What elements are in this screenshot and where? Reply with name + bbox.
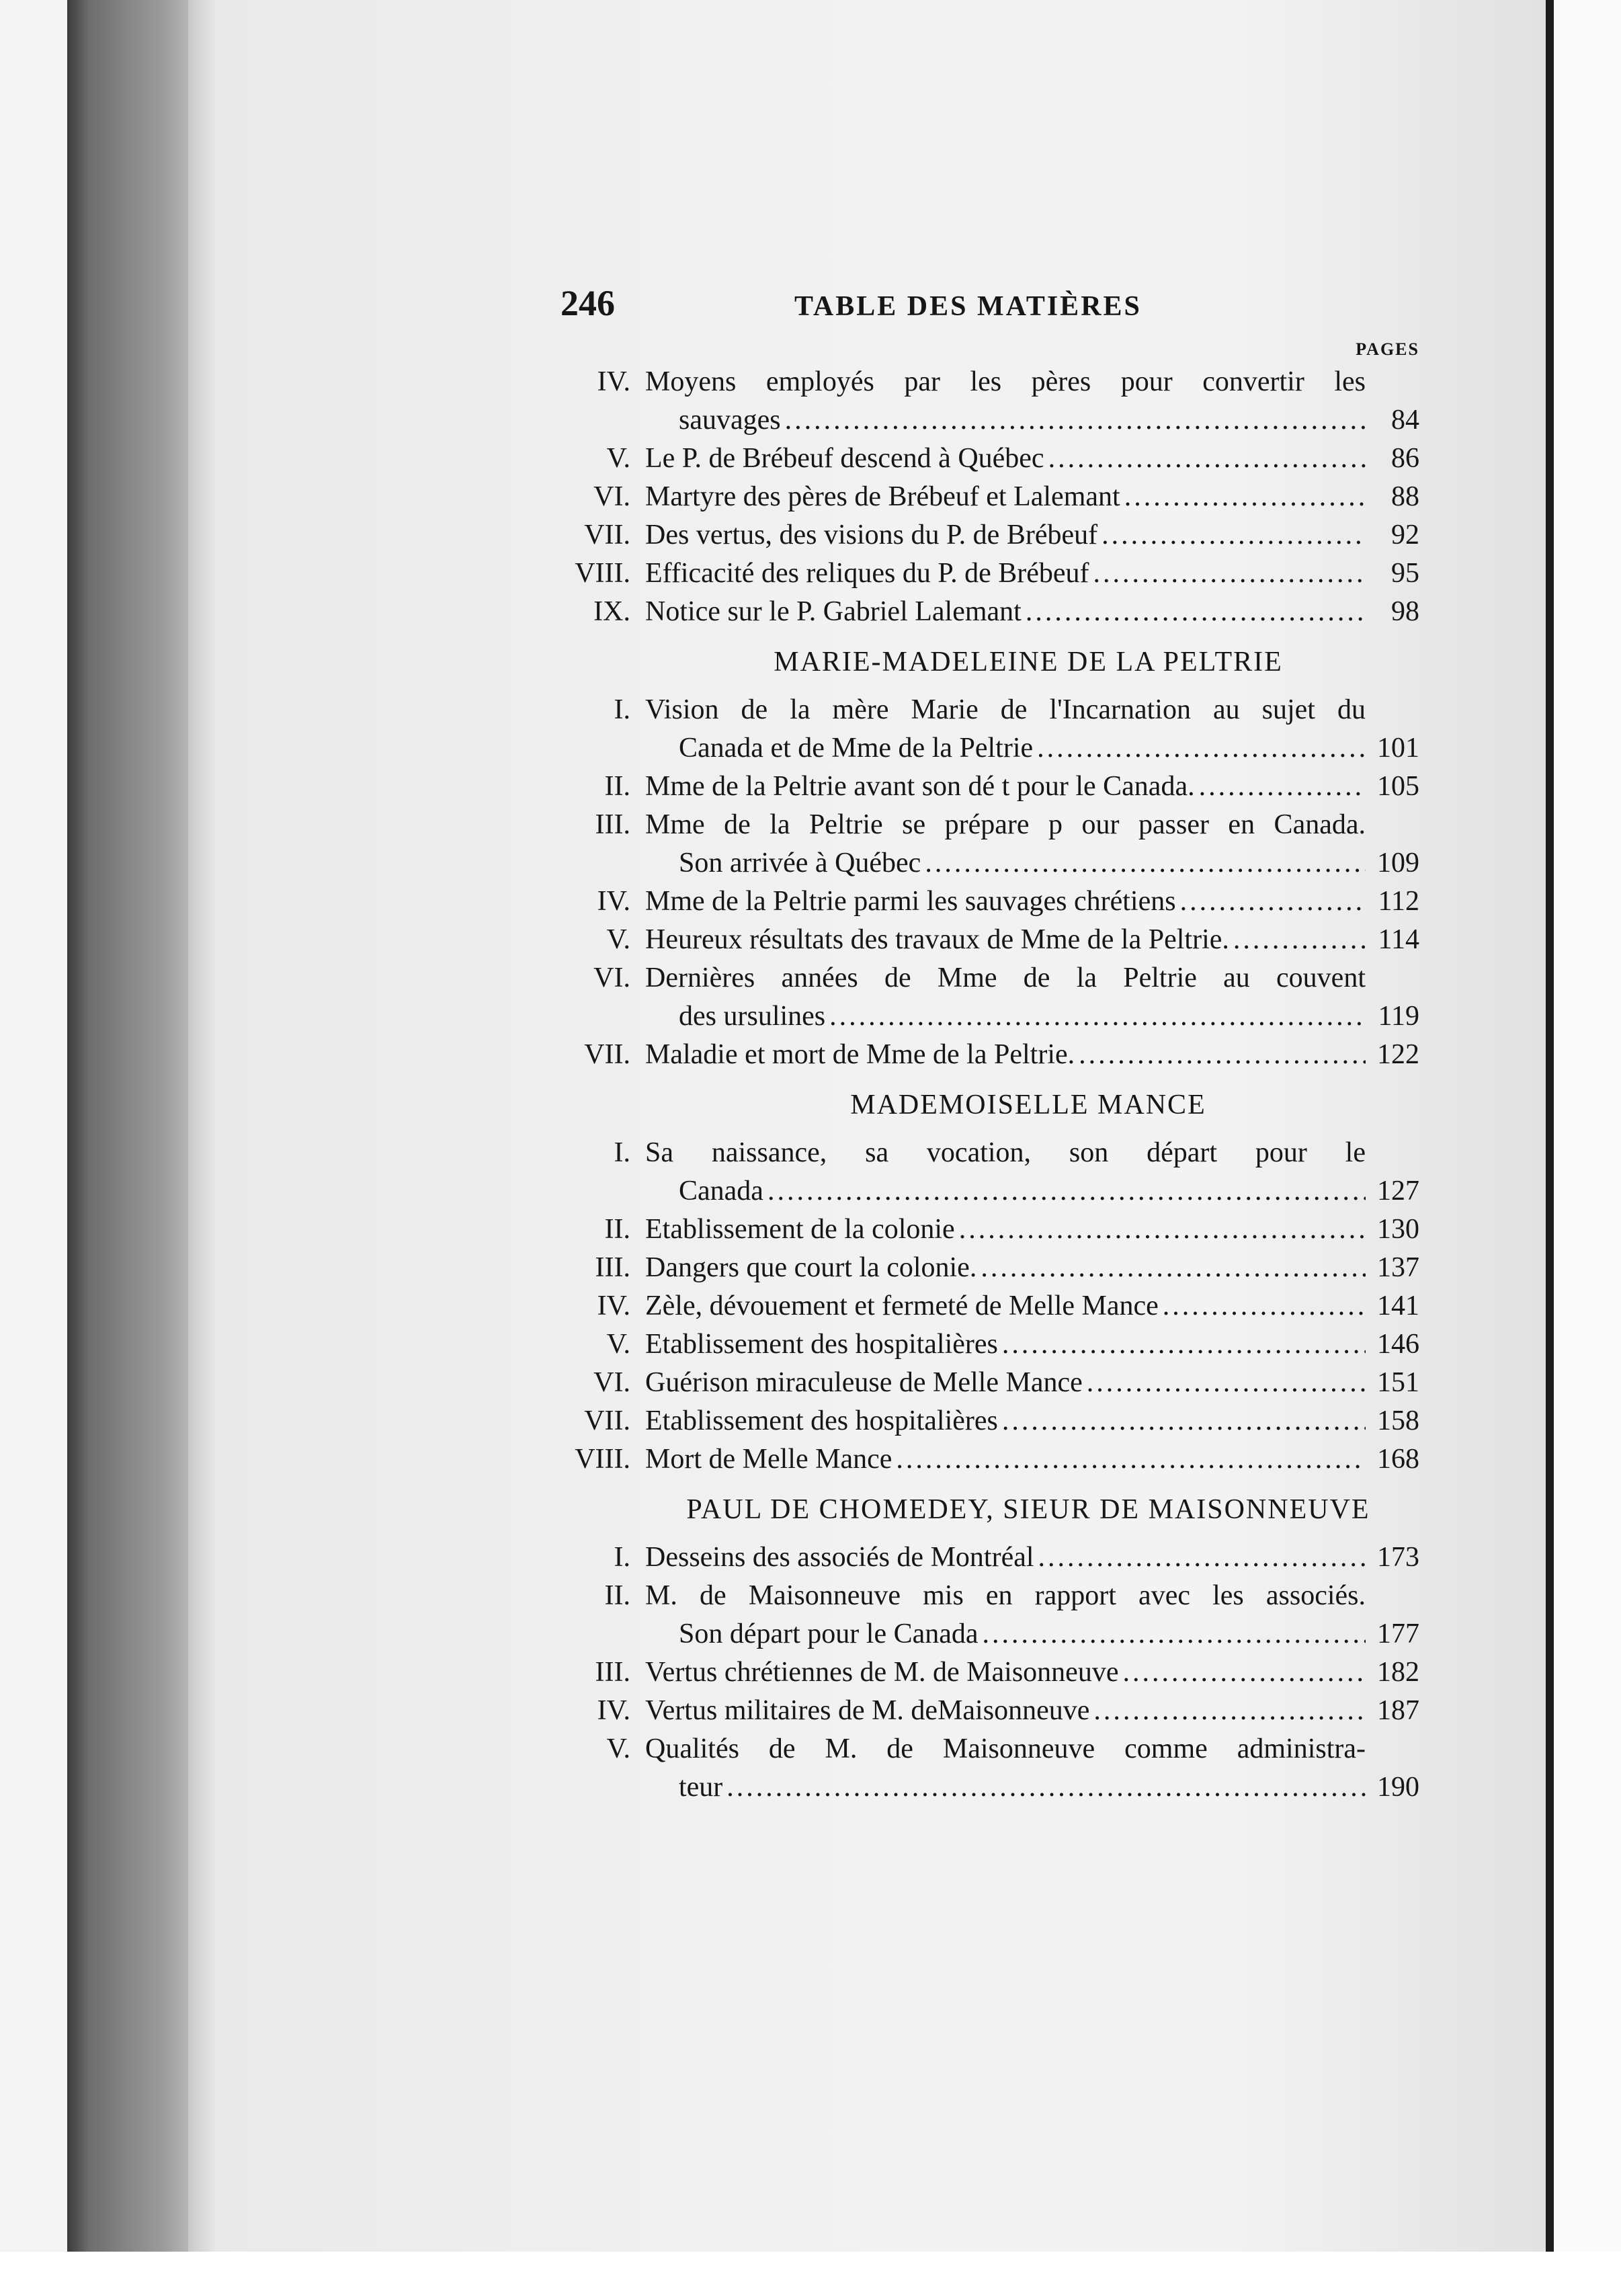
chapter-numeral: V. (606, 1329, 630, 1360)
dot-leader (1229, 921, 1366, 959)
toc-entry (551, 1577, 1425, 1653)
dot-leader (1075, 1036, 1366, 1074)
toc-entry (551, 1402, 1425, 1440)
dot-leader (1097, 516, 1366, 555)
dot-leader (1044, 440, 1366, 478)
toc-entry (551, 1692, 1425, 1730)
dot-leader (1089, 1692, 1366, 1730)
entry-last-line (645, 555, 1425, 593)
toc-entry (551, 1325, 1425, 1364)
entry-title-line: Etablissement des hospitalières (645, 1405, 998, 1436)
entry-title-line: Notice sur le P. Gabriel Lalemant (645, 596, 1022, 627)
chapter-numeral: II. (604, 1214, 630, 1245)
entry-title-line: teur (679, 1772, 723, 1803)
entry-last-line (645, 1364, 1425, 1402)
scan-margin-left (0, 0, 67, 2296)
entry-last-line (645, 1036, 1425, 1074)
dot-leader (1195, 768, 1366, 806)
dot-leader (781, 401, 1366, 440)
entry-title-line: Etablissement des hospitalières (645, 1329, 998, 1360)
toc-entry (551, 1653, 1425, 1692)
entry-last-line (645, 1325, 1425, 1364)
section-title: MARIE-MADELEINE DE LA PELTRIE (774, 647, 1283, 678)
entry-title-line: Canada (679, 1176, 763, 1206)
entry-title-line: sauvages (679, 405, 781, 436)
page-ref: 137 (1377, 1252, 1419, 1283)
entry-last-line (679, 1615, 1425, 1653)
entry-last-line (645, 1539, 1425, 1577)
toc-entry (551, 1539, 1425, 1577)
entry-title-line: Vision de la mère Marie de l'Incarnation au sujet du (645, 694, 1366, 725)
chapter-numeral: VI. (593, 481, 630, 512)
entry-title-line: Son arrivée à Québec (679, 848, 921, 878)
toc-entry (551, 1287, 1425, 1325)
page-ref: 114 (1378, 924, 1419, 955)
entry-title-line: Des vertus, des visions du P. de Brébeuf (645, 520, 1098, 550)
dot-leader (825, 997, 1366, 1036)
entry-title-line: Zèle, dévouement et fermeté de Melle Mance (645, 1290, 1159, 1321)
running-head (551, 282, 1425, 336)
entry-last-line (679, 401, 1425, 440)
scan-margin-bottom (0, 2252, 1621, 2296)
section-title: PAUL DE CHOMEDEY, SIEUR DE MAISONNEUVE (686, 1494, 1370, 1525)
dot-leader (979, 1615, 1366, 1653)
entry-title-line: Heureux résultats des travaux de Mme de la Peltrie. (645, 924, 1229, 955)
toc-entry (551, 478, 1425, 516)
entry-last-line (645, 1692, 1425, 1730)
dot-leader (722, 1768, 1366, 1807)
page-ref: 151 (1377, 1367, 1419, 1398)
entry-last-line (645, 1653, 1425, 1692)
dot-leader (1083, 1364, 1366, 1402)
page-ref: 84 (1391, 405, 1419, 436)
chapter-numeral: VIII. (575, 1444, 630, 1475)
page-ref: 158 (1377, 1405, 1419, 1436)
chapter-numeral: VII. (584, 1039, 630, 1070)
page-ref: 109 (1377, 848, 1419, 878)
page-ref: 112 (1378, 886, 1419, 917)
chapter-numeral: VII. (584, 520, 630, 550)
entry-title-line: Maladie et mort de Mme de la Peltrie. (645, 1039, 1075, 1070)
toc-entry (551, 1134, 1425, 1211)
page-ref: 127 (1377, 1176, 1419, 1206)
entry-title-line: Mort de Melle Mance (645, 1444, 892, 1475)
entry-title-line: Mme de la Peltrie se prépare p our passer en Canada. (645, 809, 1366, 840)
chapter-numeral: IV. (597, 366, 630, 397)
dot-leader (763, 1172, 1366, 1211)
entry-title-line: Dangers que court la colonie. (645, 1252, 977, 1283)
toc-entry (551, 1364, 1425, 1402)
entry-last-line (645, 768, 1425, 806)
chapter-numeral: VI. (593, 962, 630, 993)
dot-leader (998, 1402, 1366, 1440)
page-ref: 187 (1377, 1695, 1419, 1726)
dot-leader (921, 844, 1366, 883)
entry-last-line (645, 516, 1425, 555)
toc-entry (551, 440, 1425, 478)
toc-entry (551, 1036, 1425, 1074)
chapter-numeral: I. (614, 1542, 630, 1573)
toc-entry (551, 1211, 1425, 1249)
gutter-edge (188, 0, 215, 2252)
entry-last-line (679, 1768, 1425, 1807)
page-ref: 146 (1377, 1329, 1419, 1360)
page-ref: 119 (1378, 1001, 1419, 1032)
toc-entry (551, 768, 1425, 806)
page-edge-right (1546, 0, 1554, 2252)
dot-leader (1033, 729, 1366, 768)
toc-entry (551, 1730, 1425, 1807)
entry-last-line (645, 478, 1425, 516)
chapter-numeral: V. (606, 1733, 630, 1764)
entry-last-line (645, 1211, 1425, 1249)
chapter-numeral: VII. (584, 1405, 630, 1436)
entry-title-line: Martyre des pères de Brébeuf et Lalemant (645, 481, 1120, 512)
toc-entry (551, 691, 1425, 768)
dot-leader (892, 1440, 1366, 1479)
entry-title-line: Mme de la Peltrie avant son dé t pour le Canada. (645, 771, 1195, 802)
scan-margin-right (1554, 0, 1621, 2252)
table-of-contents (551, 282, 1425, 1807)
page-ref: 173 (1377, 1542, 1419, 1573)
entry-title-line: Vertus militaires de M. deMaisonneuve (645, 1695, 1090, 1726)
entry-title-line: Son départ pour le Canada (679, 1618, 979, 1649)
chapter-numeral: I. (614, 694, 630, 725)
entry-last-line (679, 997, 1425, 1036)
page-ref: 122 (1377, 1039, 1419, 1070)
chapter-numeral: VI. (593, 1367, 630, 1398)
entry-title-line: Sa naissance, sa vocation, son départ pour le (645, 1137, 1366, 1168)
dot-leader (1022, 593, 1366, 631)
toc-entry (551, 363, 1425, 440)
dot-leader (1159, 1287, 1366, 1325)
toc-body (551, 363, 1425, 1807)
dot-leader (976, 1249, 1366, 1287)
entry-title-line: Guérison miraculeuse de Melle Mance (645, 1367, 1083, 1398)
entry-title-line: M. de Maisonneuve mis en rapport avec les associés. (645, 1580, 1366, 1611)
entry-last-line (645, 1402, 1425, 1440)
entry-title-line: Qualités de M. de Maisonneuve comme administra- (645, 1733, 1366, 1764)
pages-column-label: PAGES (1356, 339, 1419, 359)
entry-title-line: Vertus chrétiennes de M. de Maisonneuve (645, 1657, 1119, 1688)
chapter-numeral: II. (604, 1580, 630, 1611)
page-ref: 182 (1377, 1657, 1419, 1688)
entry-title-line: Canada et de Mme de la Peltrie (679, 733, 1034, 764)
entry-title-line: Moyens employés par les pères pour convertir les (645, 366, 1366, 397)
chapter-numeral: III. (595, 1657, 630, 1688)
toc-entry (551, 959, 1425, 1036)
page-ref: 141 (1377, 1290, 1419, 1321)
page-ref: 98 (1391, 596, 1419, 627)
chapter-numeral: IV. (597, 886, 630, 917)
entry-last-line (645, 921, 1425, 959)
entry-title-line: Mme de la Peltrie parmi les sauvages chrétiens (645, 886, 1176, 917)
page-ref: 92 (1391, 520, 1419, 550)
entry-last-line (645, 593, 1425, 631)
toc-entry (551, 806, 1425, 883)
page-ref: 190 (1377, 1772, 1419, 1803)
toc-entry (551, 1440, 1425, 1479)
toc-entry (551, 921, 1425, 959)
entry-title-line: Le P. de Brébeuf descend à Québec (645, 443, 1044, 474)
dot-leader (955, 1211, 1366, 1249)
page-number: 246 (560, 283, 615, 323)
book-spine-shadow (67, 0, 188, 2252)
chapter-numeral: V. (606, 924, 630, 955)
entry-title-line: Dernières années de Mme de la Peltrie au couvent (645, 962, 1366, 993)
toc-entry (551, 593, 1425, 631)
dot-leader (1118, 1653, 1366, 1692)
page-ref: 101 (1377, 733, 1419, 764)
chapter-numeral: II. (604, 771, 630, 802)
page-ref: 86 (1391, 443, 1419, 474)
entry-title-line: des ursulines (679, 1001, 826, 1032)
page-ref: 105 (1377, 771, 1419, 802)
entry-last-line (645, 1249, 1425, 1287)
section-title: MADEMOISELLE MANCE (850, 1090, 1206, 1120)
dot-leader (1120, 478, 1366, 516)
entry-title-line: Efficacité des reliques du P. de Brébeuf (645, 558, 1089, 589)
chapter-numeral: IV. (597, 1695, 630, 1726)
entry-last-line (645, 1440, 1425, 1479)
entry-last-line (679, 1172, 1425, 1211)
page-ref: 88 (1391, 481, 1419, 512)
chapter-numeral: I. (614, 1137, 630, 1168)
dot-leader (1176, 883, 1366, 921)
entry-last-line (679, 729, 1425, 768)
toc-entry (551, 883, 1425, 921)
toc-entry (551, 1249, 1425, 1287)
dot-leader (1089, 555, 1366, 593)
page-ref: 177 (1377, 1618, 1419, 1649)
entry-last-line (645, 440, 1425, 478)
chapter-numeral: III. (595, 809, 630, 840)
chapter-numeral: V. (606, 443, 630, 474)
chapter-numeral: III. (595, 1252, 630, 1283)
chapter-numeral: IX. (593, 596, 630, 627)
running-title: TABLE DES MATIÈRES (794, 291, 1142, 322)
chapter-numeral: IV. (597, 1290, 630, 1321)
entry-title-line: Desseins des associés de Montréal (645, 1542, 1034, 1573)
chapter-numeral: VIII. (575, 558, 630, 589)
toc-entry (551, 516, 1425, 555)
page-ref: 95 (1391, 558, 1419, 589)
dot-leader (1034, 1539, 1366, 1577)
entry-last-line (645, 1287, 1425, 1325)
toc-entry (551, 555, 1425, 593)
entry-last-line (645, 883, 1425, 921)
entry-last-line (679, 844, 1425, 883)
page-ref: 168 (1377, 1444, 1419, 1475)
dot-leader (998, 1325, 1366, 1364)
page-ref: 130 (1377, 1214, 1419, 1245)
entry-title-line: Etablissement de la colonie (645, 1214, 955, 1245)
